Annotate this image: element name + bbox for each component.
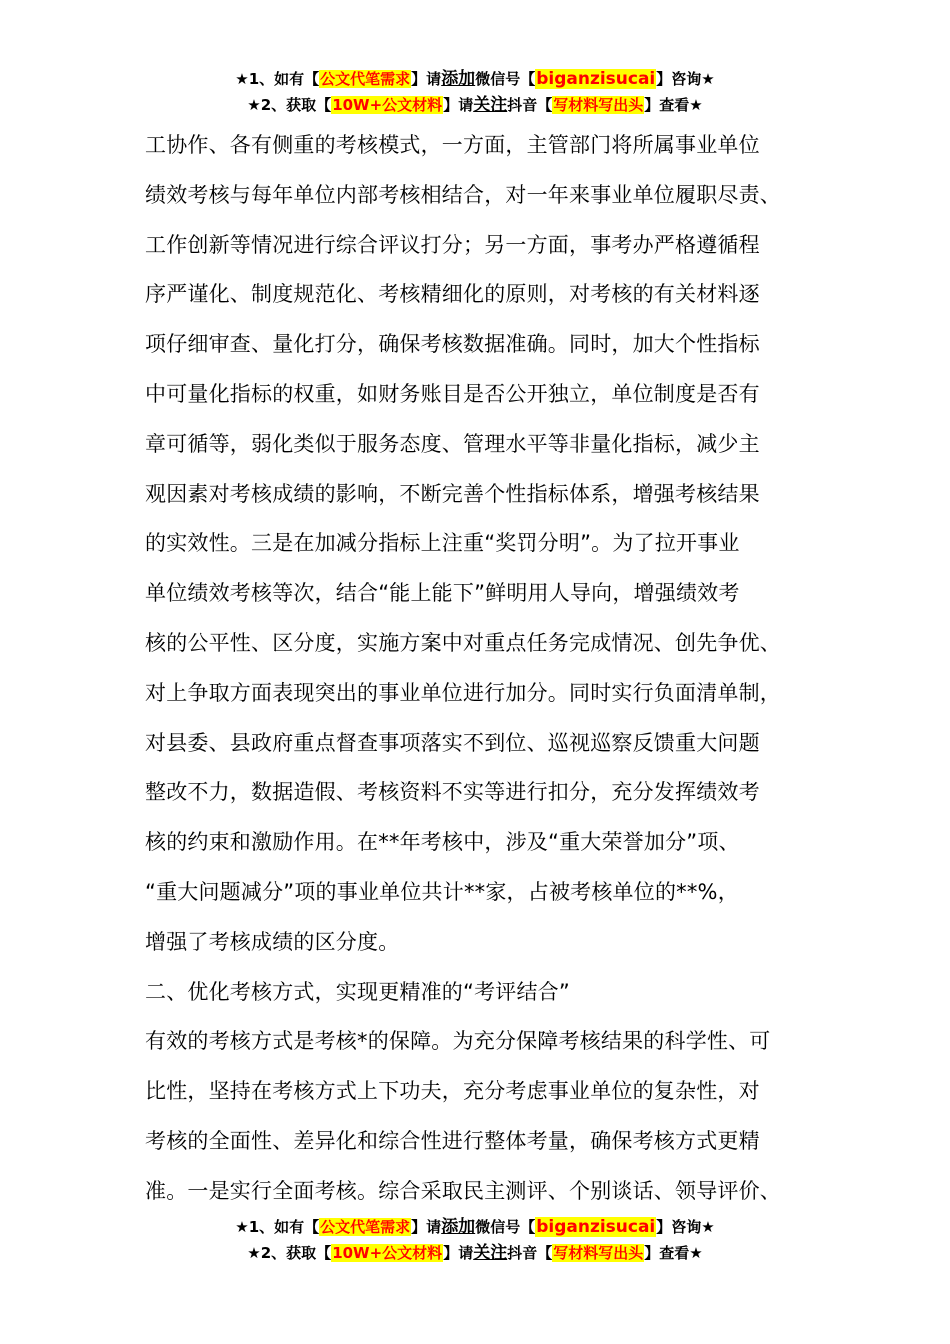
body-line: 章可循等，弱化类似于服务态度、管理水平等非量化指标，减少主	[145, 431, 760, 456]
banner-text: 】请	[411, 70, 442, 88]
banner-highlight: 10W+公文材料	[332, 1244, 443, 1262]
banner-highlight: biganzisucai	[536, 69, 656, 89]
banner-text: 】咨询★	[656, 1218, 715, 1236]
banner-text: ★2、获取【	[247, 96, 332, 114]
body-line: 增强了考核成绩的区分度。	[145, 929, 400, 954]
body-line: 整改不力，数据造假、考核资料不实等进行扣分，充分发挥绩效考	[145, 780, 760, 805]
body-line: 比性，坚持在考核方式上下功夫，充分考虑事业单位的复杂性，对	[145, 1079, 760, 1104]
body-line: 的实效性。三是在加减分指标上注重“奖罚分明”。为了拉开事业	[145, 531, 740, 556]
banner-text: 】请	[443, 1244, 474, 1262]
body-line: 对上争取方面表现突出的事业单位进行加分。同时实行负面清单制，	[145, 680, 781, 705]
banner-text: 微信号【	[475, 70, 536, 88]
footer-banner-line-1	[0, 1214, 950, 1240]
body-line: 有效的考核方式是考核*的保障。为充分保障考核结果的科学性、可	[145, 1029, 771, 1054]
header-banner-line-1	[0, 66, 950, 92]
banner-highlight: 10W+公文材料	[332, 96, 443, 114]
banner-underlined: 添加	[441, 1217, 476, 1237]
footer-banner-line-2	[0, 1240, 950, 1266]
banner-highlight: 写材料写出头	[553, 1244, 644, 1262]
body-line: “重大问题减分”项的事业单位共计**家，占被考核单位的**%，	[145, 879, 739, 904]
document-body	[145, 121, 835, 1217]
body-line: 序严谨化、制度规范化、考核精细化的原则，对考核的有关材料逐	[145, 282, 760, 307]
section-heading: 二、优化考核方式，实现更精准的“考评结合”	[145, 979, 570, 1004]
body-line: 考核的全面性、差异化和综合性进行整体考量，确保考核方式更精	[145, 1128, 760, 1153]
banner-highlight: 公文代笔需求	[320, 1218, 411, 1236]
footer-banner	[0, 1214, 950, 1266]
body-line: 中可量化指标的权重，如财务账目是否公开独立，单位制度是否有	[145, 381, 760, 406]
body-line: 核的公平性、区分度，实施方案中对重点任务完成情况、创先争优、	[145, 630, 781, 655]
banner-text: 】请	[443, 96, 474, 114]
body-line: 工作创新等情况进行综合评议打分；另一方面，事考办严格遵循程	[145, 232, 760, 257]
banner-text: ★1、如有【	[235, 1218, 320, 1236]
banner-text: 】请	[411, 1218, 442, 1236]
banner-text: 抖音【	[507, 1244, 553, 1262]
body-line: 单位绩效考核等次，结合“能上能下”鲜明用人导向，增强绩效考	[145, 581, 740, 606]
banner-text: ★1、如有【	[235, 70, 320, 88]
banner-text: 】咨询★	[656, 70, 715, 88]
banner-text: 抖音【	[507, 96, 553, 114]
banner-underlined: 关注	[473, 95, 508, 115]
banner-text: 】查看★	[644, 96, 703, 114]
banner-underlined: 添加	[441, 69, 476, 89]
body-line: 核的约束和激励作用。在**年考核中，涉及“重大荣誉加分”项、	[145, 830, 740, 855]
body-line: 对县委、县政府重点督查事项落实不到位、巡视巡察反馈重大问题	[145, 730, 760, 755]
body-line: 观因素对考核成绩的影响，不断完善个性指标体系，增强考核结果	[145, 481, 760, 506]
banner-text: 微信号【	[475, 1218, 536, 1236]
body-line: 项仔细审查、量化打分，确保考核数据准确。同时，加大个性指标	[145, 332, 760, 357]
banner-highlight: biganzisucai	[536, 1217, 656, 1237]
banner-text: 】查看★	[644, 1244, 703, 1262]
header-banner	[0, 66, 950, 118]
body-line: 准。一是实行全面考核。综合采取民主测评、个别谈话、领导评价、	[145, 1178, 781, 1203]
banner-highlight: 公文代笔需求	[320, 70, 411, 88]
banner-underlined: 关注	[473, 1243, 508, 1263]
banner-highlight: 写材料写出头	[553, 96, 644, 114]
header-banner-line-2	[0, 92, 950, 118]
body-line: 绩效考核与每年单位内部考核相结合，对一年来事业单位履职尽责、	[145, 182, 781, 207]
banner-text: ★2、获取【	[247, 1244, 332, 1262]
body-line: 工协作、各有侧重的考核模式，一方面，主管部门将所属事业单位	[145, 133, 760, 157]
